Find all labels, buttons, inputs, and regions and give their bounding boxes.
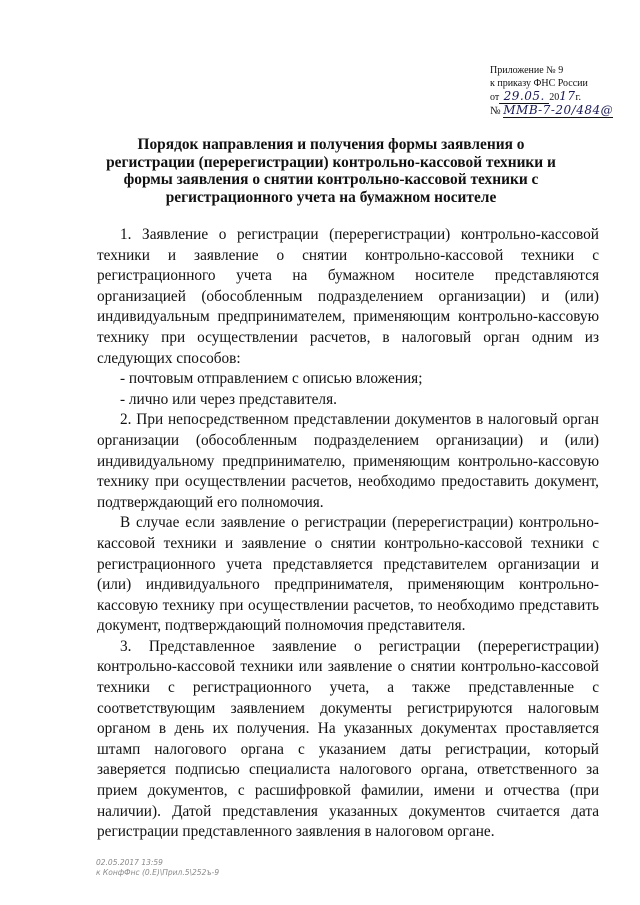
order-number-row xyxy=(490,104,635,118)
year-prefix: 20 xyxy=(549,92,560,103)
document-title: Порядок направления и получения формы заявления о регистрации (перерегистрации) контрольно-кассовой техники и формы заявления о снятии контрольно-кассовой техники с регистрационного учета на бумажном носителе xyxy=(106,136,556,206)
method-item-in-person: - лично или через представителя. xyxy=(120,390,337,408)
appendix-number: Приложение № 9 xyxy=(490,65,564,76)
paragraph-1: 1. Заявление о регистрации (перерегистрации) контрольно-кассовой техники и заявление о снятии контрольно-кассовой техники с регистрационного учета на бумажном носителе представляются организацией (обособленным подразделением организации) и (или) индивидуальным предпринимателем, применяющим контрольно-кассовую технику при осуществлении расчетов, в налоговый орган одним из следующих способов: xyxy=(97,226,599,367)
year-suffix: г. xyxy=(575,92,582,103)
order-date-row xyxy=(490,90,635,104)
print-timestamp: 02.05.2017 13:59 xyxy=(96,858,163,867)
order-reference: к приказу ФНС России xyxy=(490,78,588,89)
document-body xyxy=(97,225,599,843)
method-item-mail: - почтовым отправлением с описью вложения; xyxy=(120,370,423,388)
order-year-handwritten: 17 xyxy=(559,89,576,103)
paragraph-2: 2. При непосредственном представлении документов в налоговый орган организации (обособленным подразделением организации) и (или) индивидуальному предпринимателю, применяющим контрольно-кассовую технику при осуществлении расчетов, необходимо предоставить документ, подтверждающий его полномочия. xyxy=(97,411,599,511)
order-number-handwritten: ММВ-7-20/484@ xyxy=(503,103,614,117)
number-prefix: № xyxy=(490,105,501,117)
date-prefix: от xyxy=(490,92,500,103)
paragraph-3: 3. Представленное заявление о регистрации (перерегистрации) контрольно-кассовой техники или заявление о снятии контрольно-кассовой техники с регистрационного учета, а также представленные с соответствующим заявлением документы регистрируются налоговым органом в день их получения. На указанных документах проставляется штамп налогового органа с указанием даты регистрации, который заверяется подписью специалиста налогового органа, ответственного за прием документов, с расшифровкой фамилии, имени и отчества (при наличии). Датой представления указанных документов считается дата регистрации представленного заявления в налоговом органе. xyxy=(97,637,599,841)
paragraph-2-representative: В случае если заявление о регистрации (перерегистрации) контрольно-кассовой техники и заявление о снятии контрольно-кассовой техники с регистрационного учета представляется представителем организации и (или) индивидуального предпринимателя, применяющим контрольно-кассовую технику при осуществлении расчетов, то необходимо представить документ, подтверждающий полномочия представителя. xyxy=(97,514,599,635)
appendix-reference xyxy=(490,64,635,118)
order-date-handwritten: 29.05. xyxy=(499,90,549,104)
print-file-path: к КонфФнс (0.E)\Прил.5\252ъ-9 xyxy=(96,868,220,877)
print-stamp xyxy=(96,858,219,878)
